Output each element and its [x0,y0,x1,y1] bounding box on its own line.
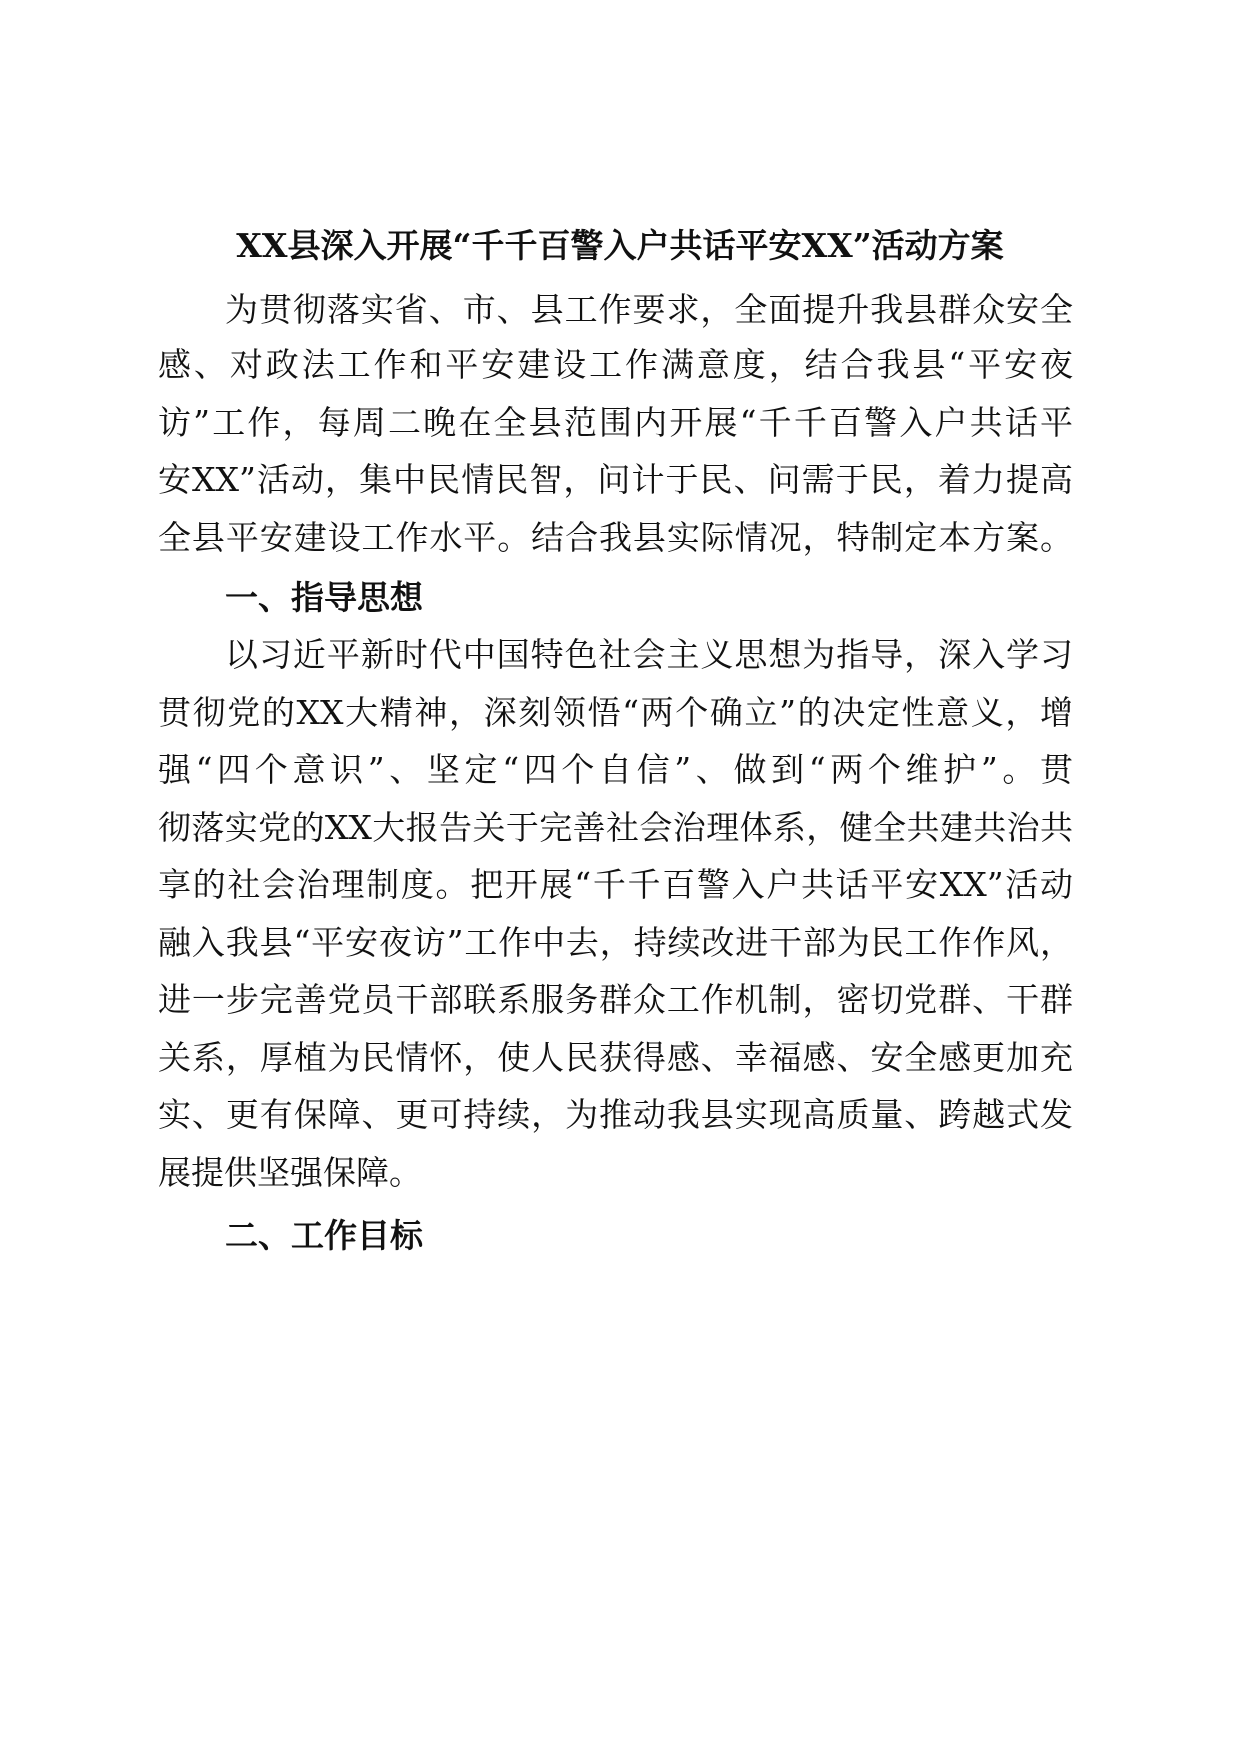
section-heading-1: 一、指导思想 [225,578,423,617]
paragraph-1-line-3: 访”工作，每周二晚在全县范围内开展“千千百警入户共话平 [158,403,1073,442]
paragraph-1-line-2: 感、对政法工作和平安建设工作满意度，结合我县“平安夜 [158,345,1073,384]
paragraph-2-line-3: 强“四个意识”、坚定“四个自信”、做到“两个维护”。贯 [158,750,1073,789]
paragraph-2-line-2: 贯彻党的XX大精神，深刻领悟“两个确立”的决定性意义，增 [158,693,1073,732]
paragraph-2-line-8: 关系，厚植为民情怀，使人民获得感、幸福感、安全感更加充 [158,1038,1073,1077]
paragraph-1-line-1: 为贯彻落实省、市、县工作要求，全面提升我县群众安全 [225,290,1073,329]
document-title: XX县深入开展“千千百警入户共话平安XX”活动方案 [236,226,1004,265]
paragraph-2-line-7: 进一步完善党员干部联系服务群众工作机制，密切党群、干群 [158,980,1073,1019]
paragraph-2-line-4: 彻落实党的XX大报告关于完善社会治理体系，健全共建共治共 [158,808,1073,847]
paragraph-1-line-4: 安XX”活动，集中民情民智，问计于民、问需于民，着力提高 [158,460,1073,499]
paragraph-2-line-6: 融入我县“平安夜访”工作中去，持续改进干部为民工作作风， [158,923,1073,962]
paragraph-2-line-5: 享的社会治理制度。把开展“千千百警入户共话平安XX”活动 [158,865,1073,904]
paragraph-2-line-10: 展提供坚强保障。 [158,1153,422,1192]
paragraph-1-line-5: 全县平安建设工作水平。结合我县实际情况，特制定本方案。 [158,518,1073,557]
paragraph-2-line-1: 以习近平新时代中国特色社会主义思想为指导，深入学习 [225,635,1073,674]
section-heading-2: 二、工作目标 [225,1216,423,1255]
paragraph-2-line-9: 实、更有保障、更可持续，为推动我县实现高质量、跨越式发 [158,1095,1073,1134]
